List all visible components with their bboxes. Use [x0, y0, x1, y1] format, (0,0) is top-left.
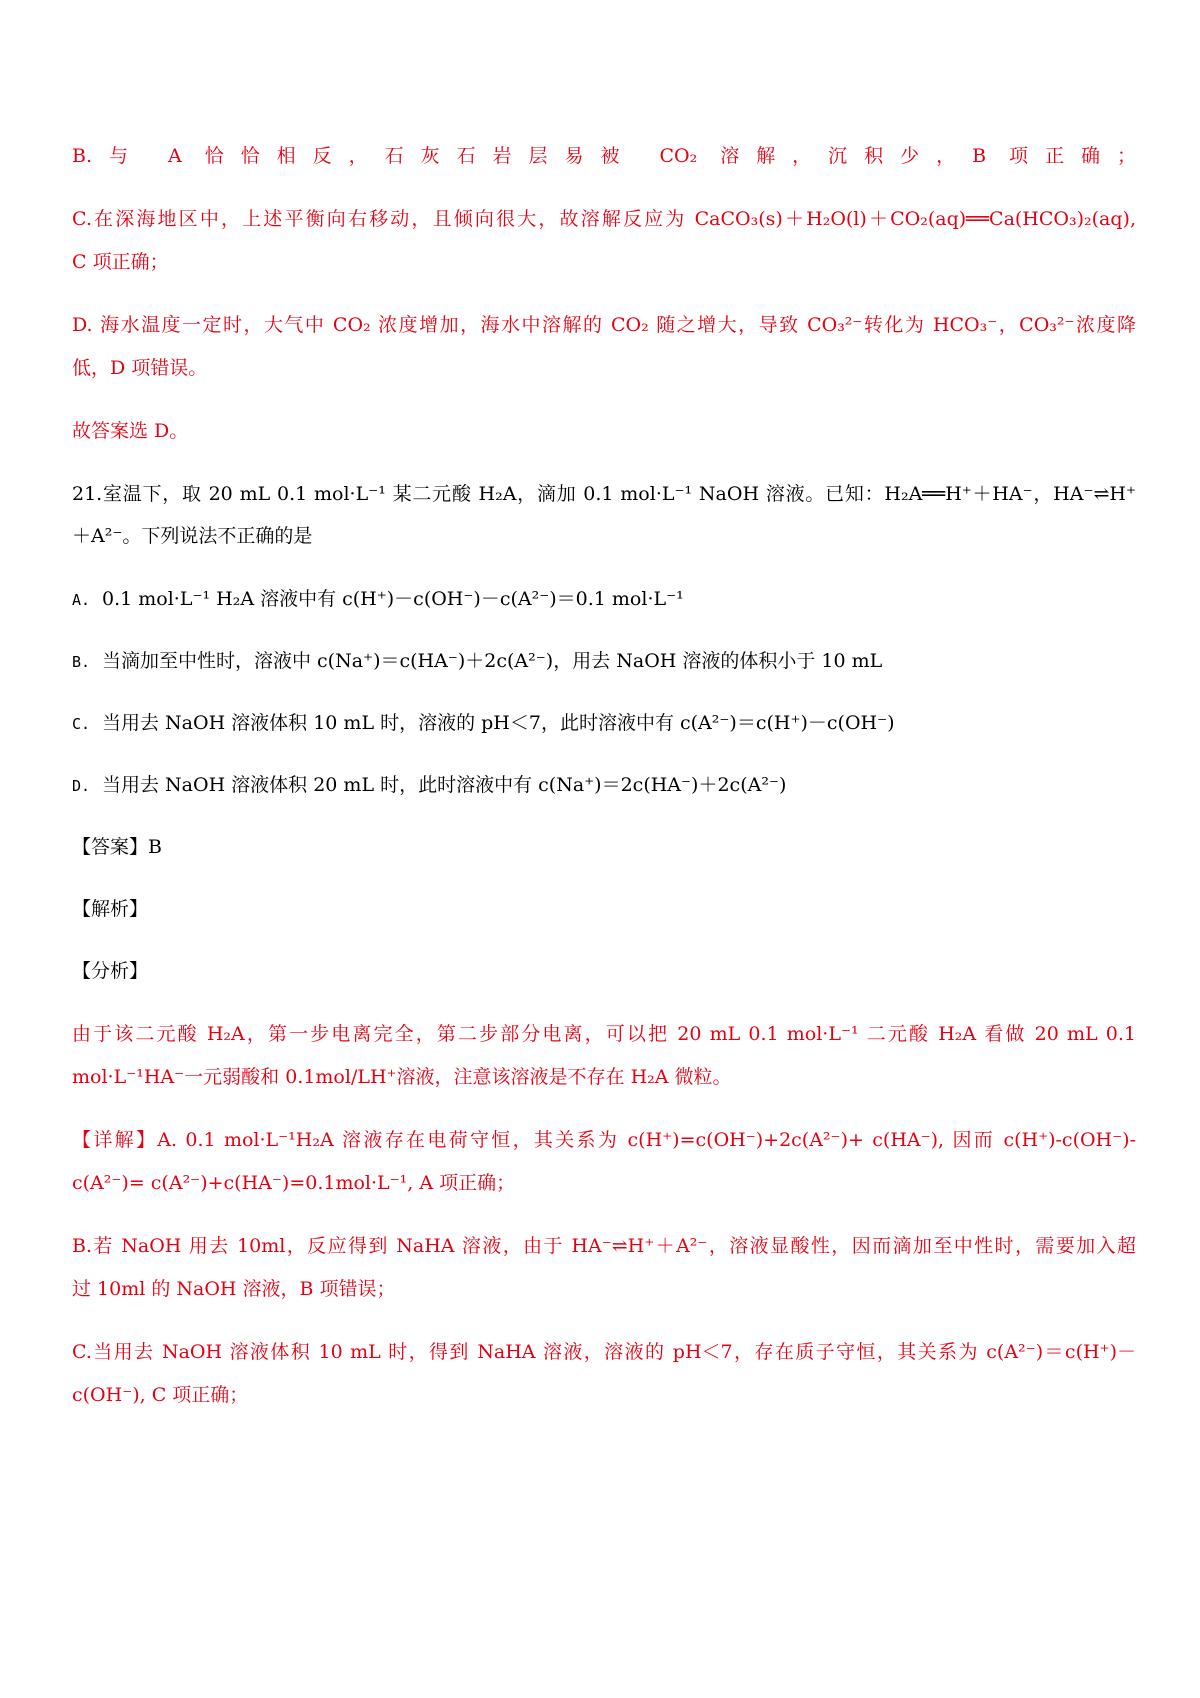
question-stem-line1: 21.室温下，取 20 mL 0.1 mol·L⁻¹ 某二元酸 H₂A，滴加 0.1 mol·L⁻¹ NaOH 溶液。已知：H₂A══H⁺＋HA⁻，HA⁻⇌H⁺: [72, 483, 1136, 505]
option-letter: D.: [72, 777, 91, 795]
option-a: [72, 585, 1136, 614]
option-text: 当用去 NaOH 溶液体积 20 mL 时，此时溶液中有 c(Na⁺)＝2c(HA⁻)＋2c(A²⁻): [102, 774, 787, 796]
prev-explanation-c-line2: C 项正确；: [72, 251, 169, 273]
detail-b-line1: B.若 NaOH 用去 10ml，反应得到 NaHA 溶液，由于 HA⁻⇌H⁺＋A²⁻，溶液显酸性，因而滴加至中性时，需要加入超: [72, 1235, 1136, 1257]
jiexi-label: 【解析】: [72, 898, 149, 920]
prev-explanation-d-line1: D. 海水温度一定时，大气中 CO₂ 浓度增加，海水中溶解的 CO₂ 随之增大，导致 CO₃²⁻转化为 HCO₃⁻，CO₃²⁻浓度降: [72, 314, 1136, 336]
option-text: 0.1 mol·L⁻¹ H₂A 溶液中有 c(H⁺)－c(OH⁻)－c(A²⁻)＝0.1 mol·L⁻¹: [102, 588, 684, 610]
prev-conclusion: 故答案选 D。: [72, 420, 189, 442]
prev-explanation-c-line1: C.在深海地区中，上述平衡向右移动，且倾向很大，故溶解反应为 CaCO₃(s)＋H₂O(l)＋CO₂(aq)══Ca(HCO₃)₂(aq),: [72, 208, 1136, 230]
detail-b-line2: 过 10ml 的 NaOH 溶液，B 项错误；: [72, 1278, 396, 1300]
option-text: 当用去 NaOH 溶液体积 10 mL 时，溶液的 pH＜7，此时溶液中有 c(A²⁻)＝c(H⁺)－c(OH⁻): [102, 712, 895, 734]
option-text: 当滴加至中性时，溶液中 c(Na⁺)＝c(HA⁻)＋2c(A²⁻)，用去 NaOH 溶液的体积小于 10 mL: [102, 650, 883, 672]
option-c: [72, 709, 1136, 738]
analysis-line2: mol·L⁻¹HA⁻一元弱酸和 0.1mol/LH⁺溶液，注意该溶液是不存在 H₂A 微粒。: [72, 1066, 732, 1088]
detail-c-line2: c(OH⁻), C 项正确；: [72, 1384, 249, 1406]
fenxi-label: 【分析】: [72, 960, 149, 982]
detail-c-line1: C.当用去 NaOH 溶液体积 10 mL 时，得到 NaHA 溶液，溶液的 pH＜7，存在质子守恒，其关系为 c(A²⁻)＝c(H⁺)－: [72, 1341, 1136, 1363]
answer-label: 【答案】B: [72, 836, 162, 858]
question-stem-line2: ＋A²⁻。下列说法不正确的是: [72, 525, 313, 547]
detail-a-line2: c(A²⁻)= c(A²⁻)+c(HA⁻)=0.1mol·L⁻¹, A 项正确；: [72, 1172, 516, 1194]
prev-explanation-d-line2: 低，D 项错误。: [72, 357, 208, 379]
detail-a-line1: 【详解】A. 0.1 mol·L⁻¹H₂A 溶液存在电荷守恒，其关系为 c(H⁺)=c(OH⁻)+2c(A²⁻)+ c(HA⁻), 因而 c(H⁺)-c(OH⁻)-: [72, 1129, 1136, 1151]
prev-explanation-b: B.与 A 恰恰相反，石灰石岩层易被 CO₂ 溶解，沉积少，B 项正确；: [72, 145, 1136, 167]
option-b: [72, 647, 1136, 676]
option-letter: C.: [72, 715, 91, 733]
analysis-line1: 由于该二元酸 H₂A，第一步电离完全，第二步部分电离，可以把 20 mL 0.1 mol·L⁻¹ 二元酸 H₂A 看做 20 mL 0.1: [72, 1023, 1136, 1045]
option-d: [72, 771, 1136, 800]
option-letter: A.: [72, 591, 91, 609]
option-letter: B.: [72, 653, 91, 671]
